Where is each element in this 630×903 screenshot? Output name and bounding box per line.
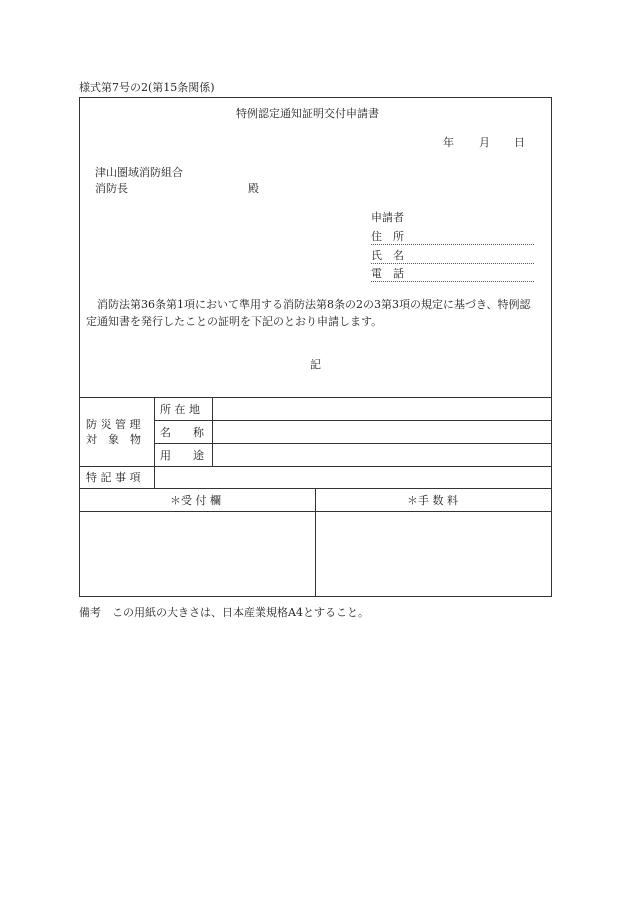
application-statement	[86, 296, 546, 330]
applicant-name-line	[371, 263, 534, 264]
footnote: 備考 この用紙の大きさは、日本産業規格A4とすること。	[79, 606, 369, 619]
ki-label: 記	[310, 358, 321, 371]
applicant-heading: 申請者	[371, 211, 404, 224]
applicant-address-line	[371, 244, 534, 245]
addressee-honorific: 殿	[248, 182, 259, 195]
form-title: 特例認定通知証明交付申請書	[236, 107, 379, 120]
target-label-2: 対 象 物	[86, 433, 141, 446]
row-rule-2	[154, 443, 552, 444]
col-rule-sublabel	[212, 397, 213, 466]
col-rule-bottom-split	[315, 488, 316, 597]
date-month: 月	[479, 136, 490, 149]
row-rule-1	[154, 420, 552, 421]
date-year: 年	[443, 136, 454, 149]
applicant-address-label: 住 所	[371, 230, 404, 243]
col-rule-label	[154, 397, 155, 488]
addressee-org: 津山圏域消防組合	[95, 166, 183, 179]
facility-name-label: 名 称	[160, 426, 204, 439]
addressee-title: 消防長	[95, 182, 128, 195]
applicant-name-label: 氏 名	[371, 249, 404, 262]
fee-label: ＊手 数 料	[407, 494, 458, 507]
remarks-label: 特 記 事 項	[86, 471, 141, 484]
reception-label: ＊受 付 欄	[170, 494, 221, 507]
row-rule-3	[79, 466, 552, 467]
applicant-phone-line	[371, 281, 534, 282]
statement-line-1: 消防法第36条第1項において準用する消防法第8条の2の3第3項の規定に基づき、特例認	[97, 298, 531, 311]
form-number: 様式第7号の2(第15条関係)	[79, 81, 215, 94]
statement-line-2: 定通知書を発行したことの証明を下記のとおり申請します。	[86, 315, 383, 328]
target-label-1: 防 災 管 理	[86, 418, 141, 431]
applicant-phone-label: 電 話	[371, 267, 404, 280]
location-label: 所 在 地	[160, 403, 200, 416]
date-day: 日	[514, 136, 525, 149]
use-label: 用 途	[160, 449, 204, 462]
table-top-rule	[79, 397, 552, 398]
